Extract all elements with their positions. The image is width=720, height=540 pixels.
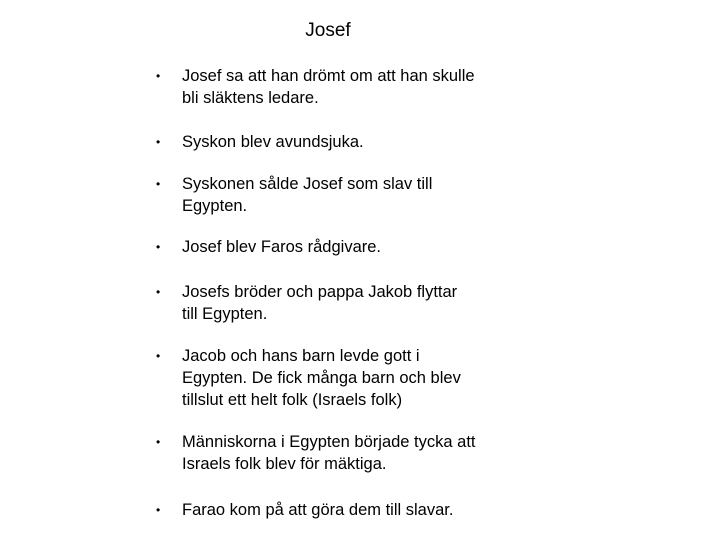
bullet-text: Josefs bröder och pappa Jakob flyttar till Egypten.	[182, 283, 458, 323]
bullet-text: Josef sa att han drömt om att han skulle bli släktens ledare.	[182, 67, 475, 107]
bullet-icon: •	[156, 69, 161, 83]
bullet-icon: •	[156, 177, 161, 191]
bullet-icon: •	[156, 435, 161, 449]
bullet-icon: •	[156, 240, 161, 254]
bullet-text: Syskon blev avundsjuka.	[182, 133, 364, 151]
bullet-text: Farao kom på att göra dem till slavar.	[182, 501, 454, 519]
bullet-text: Människorna i Egypten började tycka att Israels folk blev för mäktiga.	[182, 433, 476, 473]
slide-title: Josef	[305, 20, 351, 41]
bullet-text: Jacob och hans barn levde gott i Egypten. De fick många barn och blev tillslut ett helt folk (Israels folk)	[182, 347, 461, 409]
bullet-icon: •	[156, 503, 161, 517]
bullet-icon: •	[156, 285, 161, 299]
bullet-icon: •	[156, 135, 161, 149]
bullet-icon: •	[156, 349, 161, 363]
bullet-text: Syskonen sålde Josef som slav till Egypten.	[182, 175, 433, 215]
bullet-text: Josef blev Faros rådgivare.	[182, 238, 382, 256]
